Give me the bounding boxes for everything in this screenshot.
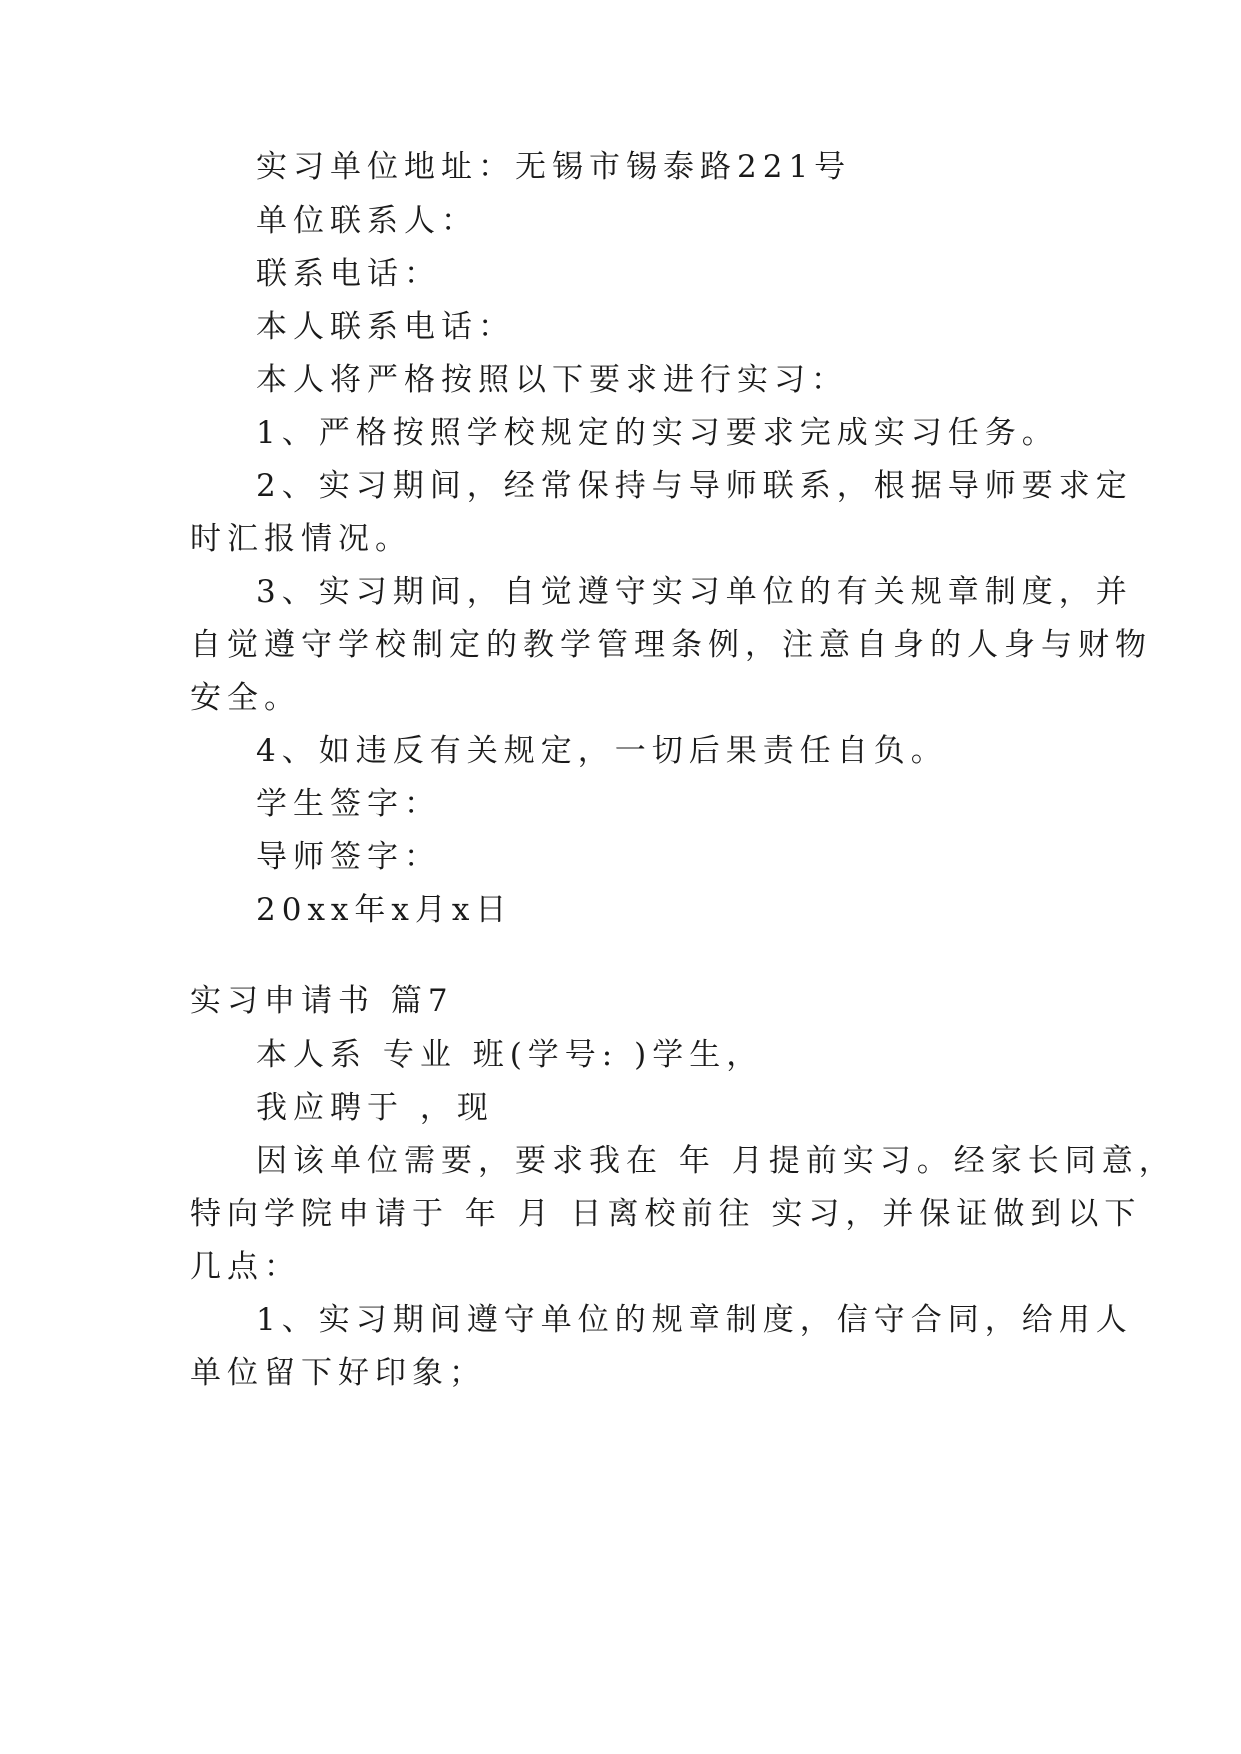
contact-phone-line: 联系电话： [256,256,441,292]
pledge-1-line-2: 单位留下好印象； [190,1355,486,1391]
requirement-4: 4、如违反有关规定，一切后果责任自负。 [256,733,948,769]
personal-phone-line: 本人联系电话： [256,309,515,345]
section-heading: 实习申请书 篇7 [190,983,454,1019]
internship-address-line: 实习单位地址：无锡市锡泰路221号 [256,149,852,185]
requirement-3-line-1: 3、实习期间，自觉遵守实习单位的有关规章制度，并 [256,574,1133,610]
applicant-info-line: 本人系 专业 班(学号: )学生， [256,1037,764,1073]
reason-line-1: 因该单位需要，要求我在 年 月提前实习。经家长同意， [256,1143,1176,1179]
requirement-3-line-2: 自觉遵守学校制定的教学管理条例，注意自身的人身与财物 [190,627,1152,663]
reason-line-3: 几点： [190,1249,301,1285]
date-line: 20xx年x月x日 [256,892,513,928]
requirement-1: 1、严格按照学校规定的实习要求完成实习任务。 [256,415,1059,451]
pledge-1-line-1: 1、实习期间遵守单位的规章制度，信守合同，给用人 [256,1302,1133,1338]
employment-line: 我应聘于 ，现 [256,1090,494,1126]
unit-contact-line: 单位联系人： [256,203,478,239]
student-signature-line: 学生签字： [256,786,441,822]
requirements-intro: 本人将严格按照以下要求进行实习： [256,362,848,398]
advisor-signature-line: 导师签字： [256,839,441,875]
reason-line-2: 特向学院申请于 年 月 日离校前往 实习，并保证做到以下 [190,1196,1142,1232]
requirement-2-line-1: 2、实习期间，经常保持与导师联系，根据导师要求定 [256,468,1133,504]
requirement-3-line-3: 安全。 [190,680,301,716]
requirement-2-line-2: 时汇报情况。 [190,521,412,557]
